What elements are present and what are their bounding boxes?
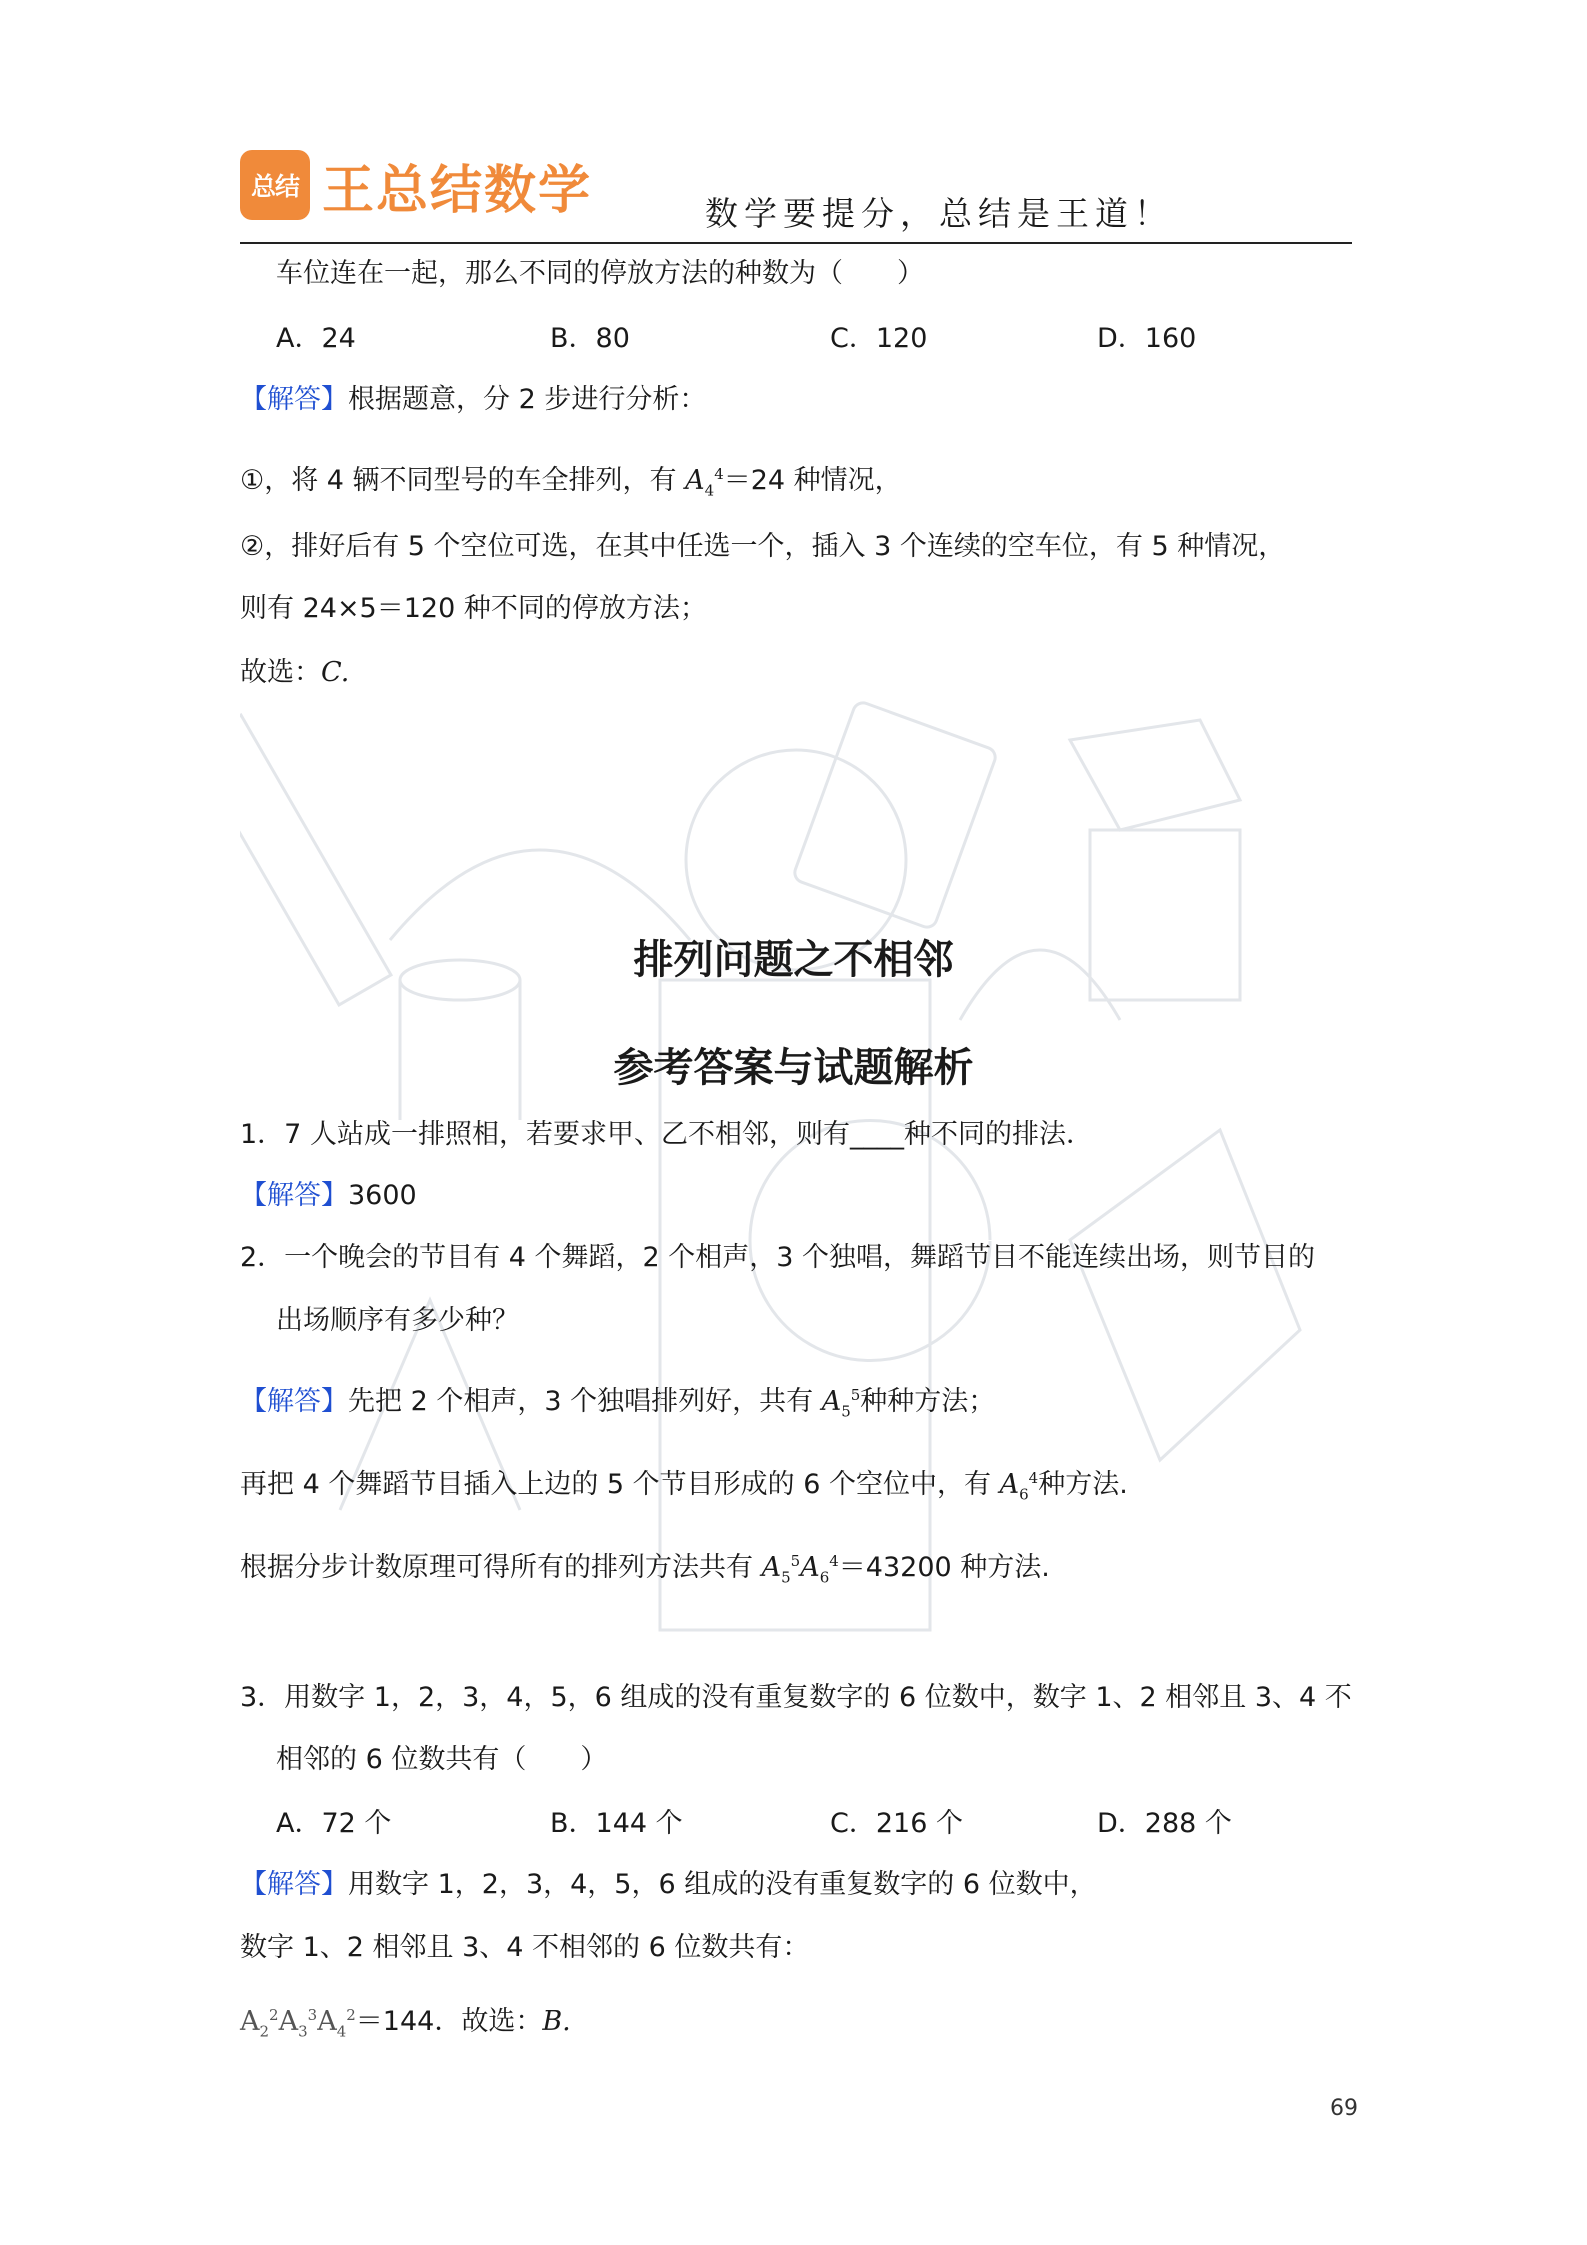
brand-logo-icon: 总结: [240, 150, 310, 220]
prev-answer-step-3: 则有 24×5＝120 种不同的停放方法；: [240, 593, 707, 624]
section-title: 排列问题之不相邻: [633, 937, 954, 983]
watermark-illustration: [240, 680, 1352, 1660]
prev-answer-line-1: 【解答】根据题意，分 2 步进行分析：: [240, 384, 707, 415]
question-3-line-2: 相邻的 6 位数共有（ ）: [276, 1744, 608, 1775]
question-2-answer-1: 【解答】先把 2 个相声，3 个独唱排列好，共有 $A_5^5$种种方法；: [240, 1386, 996, 1421]
prev-answer-choice: 故选：C.: [240, 657, 350, 688]
prev-option-a: A．24: [276, 323, 356, 354]
question-3-option-a: A．72 个: [276, 1808, 392, 1839]
prev-option-d: D．160: [1097, 323, 1197, 354]
page-number: 69: [1330, 2096, 1358, 2121]
question-3-answer-2: 数字 1、2 相邻且 3、4 不相邻的 6 位数共有：: [240, 1932, 810, 1963]
prev-option-c: C．120: [830, 323, 928, 354]
question-1-text: 1．7 人站成一排照相，若要求甲、乙不相邻，则有____种不同的排法．: [240, 1119, 1093, 1150]
question-2-line-1: 2．一个晚会的节目有 4 个舞蹈，2 个相声，3 个独唱，舞蹈节目不能连续出场，则节目的: [240, 1242, 1316, 1273]
prev-option-b: B．80: [550, 323, 630, 354]
answer-label: 【解答】: [240, 384, 348, 415]
header-slogan: 数学要提分，总结是王道！: [705, 194, 1173, 233]
question-3-line-1: 3．用数字 1，2，3，4，5，6 组成的没有重复数字的 6 位数中，数字 1、2 相邻且 3、4 不: [240, 1682, 1352, 1713]
question-1-answer: 【解答】3600: [240, 1180, 417, 1211]
question-2-answer-3: 根据分步计数原理可得所有的排列方法共有 $A_5^5A_6^4=43200$ 种方法.: [240, 1552, 1050, 1587]
question-3-option-c: C．216 个: [830, 1808, 963, 1839]
header-divider: [240, 242, 1352, 244]
prev-question-text: 车位连在一起，那么不同的停放方法的种数为（ ）: [276, 258, 924, 289]
question-2-line-2: 出场顺序有多少种？: [276, 1305, 519, 1336]
question-3-answer-1: 【解答】用数字 1，2，3，4，5，6 组成的没有重复数字的 6 位数中，: [240, 1869, 1097, 1900]
prev-answer-step-2: ②，排好后有 5 个空位可选，在其中任选一个，插入 3 个连续的空车位，有 5 种情况，: [240, 531, 1286, 562]
section-subtitle: 参考答案与试题解析: [613, 1045, 974, 1091]
question-2-answer-2: 再把 4 个舞蹈节目插入上边的 5 个节目形成的 6 个空位中，有 $A_6^4$种方法.: [240, 1469, 1128, 1504]
question-3-answer-3: $A_2^2A_3^3A_4^2=144$．故选：B.: [240, 2006, 571, 2041]
question-3-option-d: D．288 个: [1097, 1808, 1232, 1839]
question-3-option-b: B．144 个: [550, 1808, 683, 1839]
prev-answer-step-1: ①，将 4 辆不同型号的车全排列，有 $A_4^4=24$ 种情况，: [240, 465, 902, 500]
brand-name: 王总结数学: [322, 161, 593, 221]
